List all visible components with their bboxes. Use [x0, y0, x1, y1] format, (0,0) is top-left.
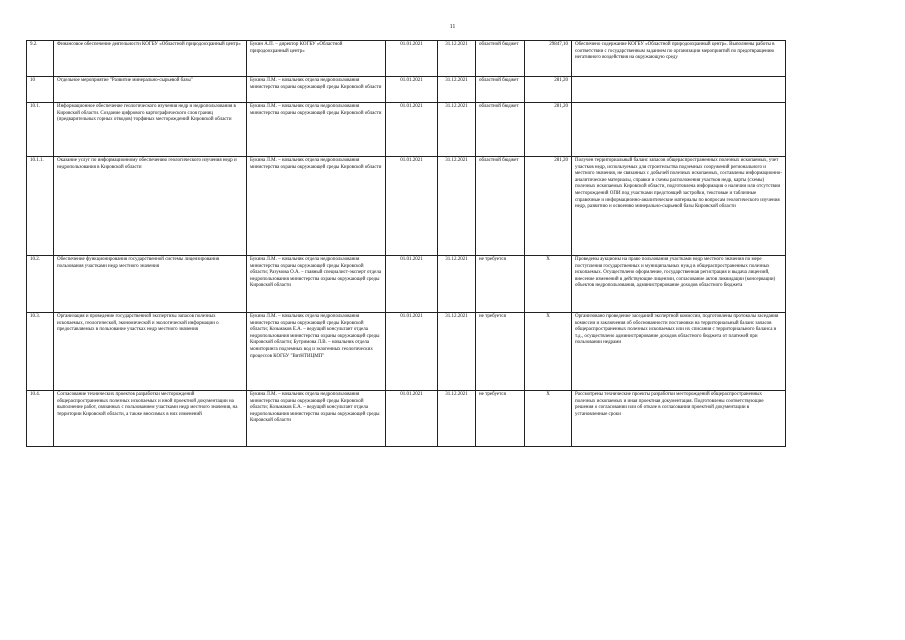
expected-result: Обеспечено содержание КОГБУ «Областной природоохранный центр». Выполнены работы в соответствии с государственным заданием по организации мероприятий по предотвращению негативного воздействия на окружающую среду — [572, 41, 786, 77]
activities-table — [26, 40, 786, 447]
responsible-executor: Букина Л.М. – начальник отдела недропользования министерства охраны окружающей среды Кировской области; Разумова О.А. – главный специалист-эксперт отдела недропользования министерства охраны окружающей среды Кировской области — [247, 256, 386, 313]
activity-name: Отдельное мероприятие "Развитие минерально-сырьевой базы" — [54, 77, 247, 103]
page-number: 11 — [449, 24, 456, 30]
start-date: 01.01.2021 — [386, 256, 438, 313]
expected-result: Проведены аукционы на право пользования участками недр местного значения по мере поступления государственных и муниципальных нужд в общераспространенных полезных ископаемых. Осуществлено оформление, государственная регистрация и выдача лицензий, внесение изменений в действующие лицензии, согласование актов ликвидации (консервации) объектов недропользования, администрирование доходов областного бюджета — [572, 256, 786, 313]
activity-name: Согласование технических проектов разработки месторождений общераспространенных полезных ископаемых и иной проектной документации на выполнение работ, связанных с пользованием участками недр местного значения, на территории Кировской области, а также вносимых в них изменений — [54, 391, 247, 447]
end-date: 31.12.2021 — [438, 391, 476, 447]
row-number: 10.1. — [27, 103, 54, 157]
funding-source: не требуется — [476, 256, 525, 313]
funding-source: областной бюджет — [476, 157, 525, 256]
activity-name: Информационное обеспечение геологического изучения недр и недропользования в Кировской области. Создание цифрового картографического слоя границ (предварительных горных отводов) торфяных месторождений Кировской области — [54, 103, 247, 157]
end-date: 31.12.2021 — [438, 313, 476, 391]
start-date: 01.01.2021 — [386, 77, 438, 103]
expected-result — [572, 103, 786, 157]
end-date: 31.12.2021 — [438, 77, 476, 103]
start-date: 01.01.2021 — [386, 391, 438, 447]
funding-amount: 281,20 — [525, 157, 572, 256]
responsible-executor: Букин А.П. – директор КОГБУ «Областной природоохранный центр» — [247, 41, 386, 77]
row-number: 10.4. — [27, 391, 54, 447]
responsible-executor: Букина Л.М. – начальник отдела недропользования министерства охраны окружающей среды Кировской области; Козьмаков Е.А. – ведущий консультант отдела недропользования министерства охраны окружающей среды Кировской области; Бутримова Л.В. – начальник отдела мониторинга подземных вод и экзогенных геологических процессов КОГБУ "ВятНТИЦМП" — [247, 313, 386, 391]
expected-result: Организовано проведение заседаний экспертной комиссии, подготовлены протоколы заседания комиссии и заключения об обоснованности постановки на территориальный баланс запасов общераспространенных полезных ископаемых или их списания с территориального баланса и т.д., осуществлено администрирование доходов областного бюджета от платежей при пользовании недрами — [572, 313, 786, 391]
start-date: 01.01.2021 — [386, 313, 438, 391]
activity-name: Финансовое обеспечение деятельности КОГБУ «Областной природоохранный центр» — [54, 41, 247, 77]
activity-name: Оказание услуг по информационному обеспечению геологического изучения недр и недропользования в Кировской области — [54, 157, 247, 256]
row-number: 10 — [27, 77, 54, 103]
funding-amount: X — [525, 313, 572, 391]
funding-amount: 281,20 — [525, 103, 572, 157]
table-row — [27, 77, 786, 103]
table-row — [27, 157, 786, 256]
table-row — [27, 41, 786, 77]
funding-source: областной бюджет — [476, 103, 525, 157]
start-date: 01.01.2021 — [386, 103, 438, 157]
funding-amount: 29847,10 — [525, 41, 572, 77]
row-number: 10.3. — [27, 313, 54, 391]
activity-name: Организация и проведение государственной экспертизы запасов полезных ископаемых, геологической, экономической и экологической информации о предоставляемых в пользование участках недр местного значения — [54, 313, 247, 391]
row-number: 10.2. — [27, 256, 54, 313]
table-row — [27, 391, 786, 447]
row-number: 10.1.1. — [27, 157, 54, 256]
start-date: 01.01.2021 — [386, 157, 438, 256]
expected-result — [572, 77, 786, 103]
funding-amount: X — [525, 256, 572, 313]
expected-result: Получен территориальный баланс запасов общераспространенных полезных ископаемых, учет участков недр, используемых для строительства подземных сооружений регионального и местного значения, не связанных с добычей полезных ископаемых, составлены информационно-аналитические материалы, справки и схемы расположения участков недр, карты (схемы) полезных ископаемых Кировской области, подготовлена информация о наличии или отсутствии месторождений ОПИ под участками предстоящей застройки, текстовые и табличные справочные и информационно-аналитические материалы по вопросам геологического изучения недр, развитию и освоению минерально-сырьевой базы Кировской области — [572, 157, 786, 256]
responsible-executor: Букина Л.М. – начальник отдела недропользования министерства охраны окружающей среды Кировской области; Козьмаков Е.А. – ведущий консультант отдела недропользования министерства охраны окружающей среды Кировской области — [247, 391, 386, 447]
table-row — [27, 103, 786, 157]
activity-name: Обеспечение функционирования государственной системы лицензирования пользования участками недр местного значения — [54, 256, 247, 313]
funding-amount: X — [525, 391, 572, 447]
table-row — [27, 313, 786, 391]
funding-source: областной бюджет — [476, 77, 525, 103]
end-date: 31.12.2021 — [438, 103, 476, 157]
table-row — [27, 256, 786, 313]
end-date: 31.12.2021 — [438, 41, 476, 77]
row-number: 9.2. — [27, 41, 54, 77]
funding-amount: 281,20 — [525, 77, 572, 103]
end-date: 31.12.2021 — [438, 157, 476, 256]
start-date: 01.01.2021 — [386, 41, 438, 77]
responsible-executor: Букина Л.М. – начальник отдела недропользования министерства охраны окружающей среды Кировской области — [247, 103, 386, 157]
expected-result: Рассмотрены технические проекты разработки месторождений общераспространенных полезных ископаемых и иная проектная документация. Подготовлены соответствующие решения о согласовании или об отказе в согласовании проектной документации в установленные сроки — [572, 391, 786, 447]
funding-source: областной бюджет — [476, 41, 525, 77]
responsible-executor: Букина Л.М. – начальник отдела недропользования министерства охраны окружающей среды Кировской области — [247, 77, 386, 103]
funding-source: не требуется — [476, 313, 525, 391]
end-date: 31.12.2021 — [438, 256, 476, 313]
funding-source: не требуется — [476, 391, 525, 447]
responsible-executor: Букина Л.М. – начальник отдела недропользования министерства охраны окружающей среды Кировской области — [247, 157, 386, 256]
